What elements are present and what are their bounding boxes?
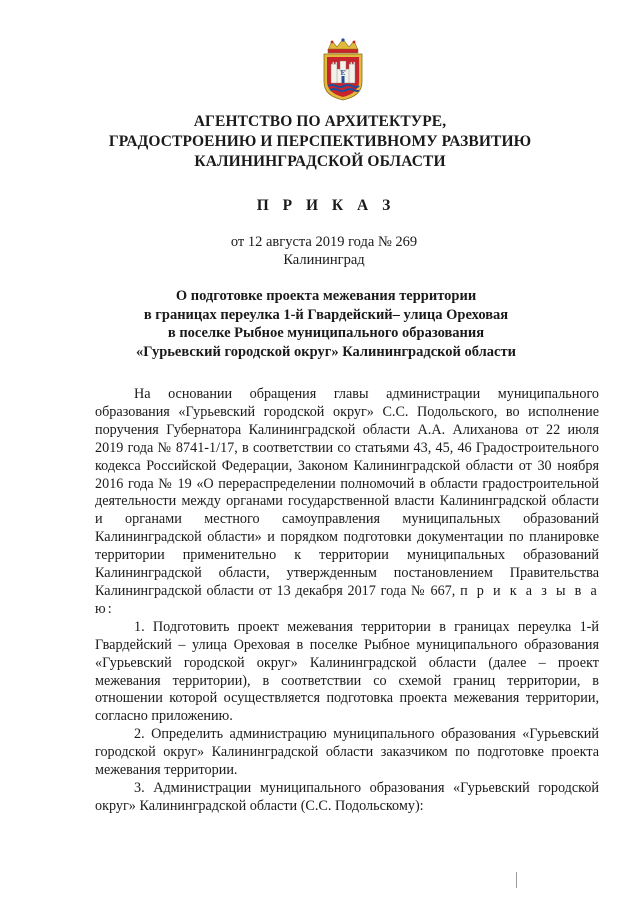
document-type-heading: П Р И К А З xyxy=(256,197,396,214)
order-word: п р и к а з ы в а ю: xyxy=(95,582,599,617)
document-date-number: от 12 августа 2019 года № 269 xyxy=(230,234,418,250)
order-item-2: 2. Определить администрацию муниципального образования «Гурьевский городской округ» Калининградской области заказчиком по подготовке проекта межевания территории. xyxy=(95,726,599,779)
kaliningrad-coat-of-arms-icon xyxy=(318,38,368,102)
order-item-3: 3. Администрации муниципального образования «Гурьевский городской округ» Калининградской области (С.С. Подольскому): xyxy=(95,779,599,814)
agency-line-3: КАЛИНИНГРАДСКОЙ ОБЛАСТИ xyxy=(194,153,446,170)
document-subject xyxy=(0,287,640,361)
svg-text:E: E xyxy=(340,69,346,77)
agency-line-2: ГРАДОСТРОЕНИЮ И ПЕРСПЕКТИВНОМУ РАЗВИТИЮ xyxy=(108,133,532,150)
subject-line-4: «Гурьевский городской округ» Калининградской области xyxy=(136,343,516,360)
preamble-paragraph xyxy=(95,386,599,619)
agency-name xyxy=(0,112,640,172)
agency-line-1: АГЕНТСТВО ПО АРХИТЕКТУРЕ, xyxy=(193,113,447,130)
preamble-text: На основании обращения главы администрации муниципального образования «Гурьевский городской округ» С.С. Подольского, во исполнение поручения Губернатора Калининградской области А.А. Алиханова от 22 июля 2019 года № 8741-1/17, в соответствии со статьями 43, 45, 46 Градостроительного кодекса Российской Федерации, Законом Калининградской области от 30 ноября 2016 года № 19 «О перераспределении полномочий в области градостроительной деятельности между органами государственной власти Калининградской области и органами местного самоуправления муниципальных образований Калининградской области» и порядком подготовки документации по планировке территории применительно к территории муниципальных образований Калининградской области, утвержденным постановлением Правительства Калининградской области от 13 декабря 2017 года № 667, xyxy=(95,386,599,599)
subject-line-1: О подготовке проекта межевания территории xyxy=(175,288,477,304)
document-city: Калининград xyxy=(283,252,365,268)
subject-line-3: в поселке Рыбное муниципального образования xyxy=(167,325,485,341)
scan-artifact-mark xyxy=(516,872,517,888)
subject-line-2: в границах переулка 1-й Гвардейский– улица Ореховая xyxy=(143,306,509,323)
order-item-1: 1. Подготовить проект межевания территории в границах переулка 1-й Гвардейский – улица Ореховая в поселке Рыбное муниципального образования «Гурьевский городской округ» Калининградской области (далее – проект межевания территории), в соответствии со схемой границ территории, в отношении которой осуществляется подготовка проекта межевания территории, согласно приложению. xyxy=(95,618,599,725)
document-body xyxy=(95,386,599,816)
document-date-block xyxy=(0,233,640,269)
